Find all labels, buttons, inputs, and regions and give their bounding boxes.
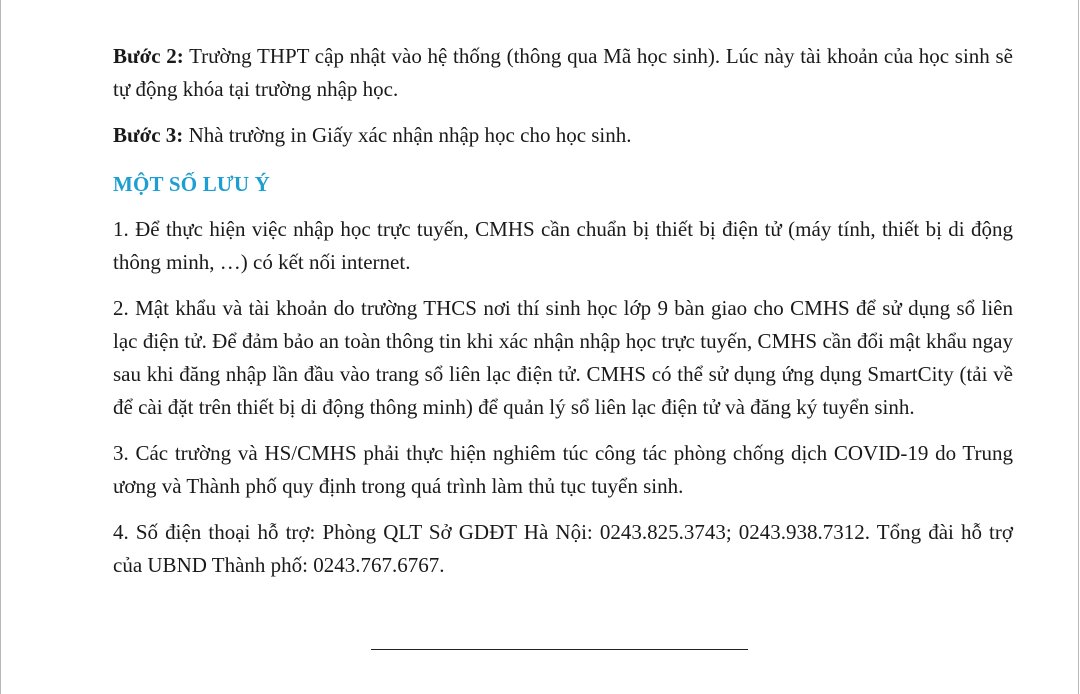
step-3-text: Nhà trường in Giấy xác nhận nhập học cho học sinh. bbox=[183, 123, 632, 147]
closing-rule bbox=[371, 649, 748, 650]
note-item-3: 3. Các trường và HS/CMHS phải thực hiện nghiêm túc công tác phòng chống dịch COVID-19 do Trung ương và Thành phố quy định trong quá trình làm thủ tục tuyển sinh. bbox=[113, 441, 1013, 498]
step-3-label: Bước 3: bbox=[113, 123, 184, 147]
document-body bbox=[113, 40, 1013, 582]
note-item-4: 4. Số điện thoại hỗ trợ: Phòng QLT Sở GDĐT Hà Nội: 0243.825.3743; 0243.938.7312. Tổng đài hỗ trợ của UBND Thành phố: 0243.767.6767. bbox=[113, 520, 1013, 577]
page-right-edge bbox=[1078, 0, 1079, 694]
note-item-1: 1. Để thực hiện việc nhập học trực tuyến, CMHS cần chuẩn bị thiết bị điện tử (máy tính, thiết bị di động thông minh, …) có kết nối internet. bbox=[113, 217, 1013, 274]
step-2-label: Bước 2: bbox=[113, 44, 184, 68]
step-2-text: Trường THPT cập nhật vào hệ thống (thông qua Mã học sinh). Lúc này tài khoản của học sinh sẽ tự động khóa tại trường nhập học. bbox=[113, 44, 1013, 101]
note-item-2: 2. Mật khẩu và tài khoản do trường THCS nơi thí sinh học lớp 9 bàn giao cho CMHS để sử dụng sổ liên lạc điện tử. Để đảm bảo an toàn thông tin khi xác nhận nhập học trực tuyến, CMHS cần đổi mật khẩu ngay sau khi đăng nhập lần đầu vào trang sổ liên lạc điện tử. CMHS có thể sử dụng ứng dụng SmartCity (tải về để cài đặt trên thiết bị di động thông minh) để quản lý sổ liên lạc điện tử và đăng ký tuyển sinh. bbox=[113, 296, 1013, 419]
notes-heading: MỘT SỐ LƯU Ý bbox=[113, 172, 270, 196]
page-left-edge bbox=[0, 0, 1, 694]
step-3-paragraph bbox=[113, 119, 1013, 152]
step-2-paragraph bbox=[113, 40, 1013, 106]
